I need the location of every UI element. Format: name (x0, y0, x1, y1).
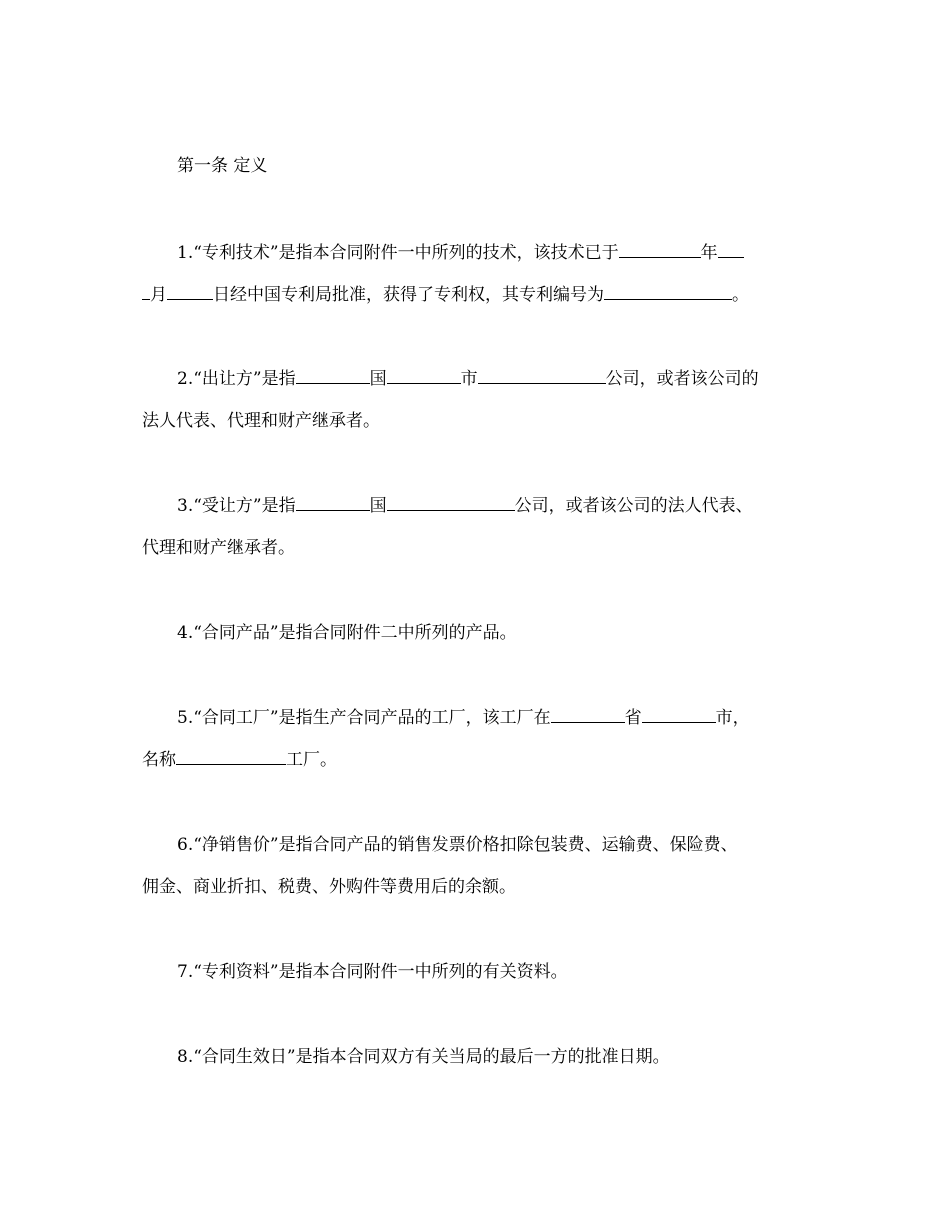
clause-3-line-2 (142, 536, 295, 560)
clause-3-text: 3.“受让方”是指 (177, 496, 296, 516)
clause-1-text: 日经中国专利局批准，获得了专利权，其专利编号为 (213, 285, 604, 305)
clause-8-text: 8.“合同生效日”是指本合同双方有关当局的最后一方的批准日期。 (177, 1047, 670, 1067)
clause-1-text: 年 (700, 243, 718, 263)
clause-5-text: 省 (624, 708, 642, 728)
blank-field (296, 367, 370, 384)
clause-2-text: 国 (369, 369, 387, 389)
clause-7-text: 7.“专利资料”是指本合同附件一中所列的有关资料。 (177, 962, 568, 982)
blank-field (142, 283, 150, 300)
clause-5-line-2 (142, 748, 337, 772)
clause-8-line-1 (177, 1045, 670, 1069)
article-title-text: 第一条 定义 (177, 156, 268, 176)
clause-6-text: 佣金、商业折扣、税费、外购件等费用后的余额。 (142, 877, 516, 897)
clause-1-text: 。 (732, 285, 749, 305)
clause-3-line-1 (177, 494, 753, 518)
clause-6-line-2 (142, 875, 516, 899)
clause-2-line-1 (177, 367, 759, 391)
clause-5-line-1 (177, 706, 750, 730)
clause-4-line-1 (177, 621, 517, 645)
clause-4-text: 4.“合同产品”是指合同附件二中所列的产品。 (177, 623, 517, 643)
blank-field (176, 748, 286, 765)
clause-5-text: 工厂。 (286, 750, 337, 770)
clause-5-text: 市， (715, 708, 750, 728)
clause-1-text: 1.“专利技术”是指本合同附件一中所列的技术，该技术已于 (177, 243, 619, 263)
clause-2-line-2 (142, 409, 380, 433)
blank-field (387, 494, 515, 511)
clause-2-text: 法人代表、代理和财产继承者。 (142, 411, 380, 431)
blank-field (718, 241, 744, 258)
blank-field (387, 367, 461, 384)
blank-field (604, 283, 732, 300)
blank-field (478, 367, 606, 384)
blank-field (619, 241, 701, 258)
clause-2-text: 2.“出让方”是指 (177, 369, 296, 389)
blank-field (551, 706, 625, 723)
clause-2-text: 公司，或者该公司的 (605, 369, 759, 389)
blank-field (642, 706, 716, 723)
blank-field (167, 283, 213, 300)
clause-6-text: 6.“净销售价”是指合同产品的销售发票价格扣除包装费、运输费、保险费、 (177, 835, 738, 855)
clause-1-line-1 (177, 241, 744, 265)
clause-7-line-1 (177, 960, 568, 984)
clause-2-text: 市 (460, 369, 478, 389)
clause-1-line-2 (142, 283, 749, 307)
clause-1-text: 月 (150, 285, 167, 305)
article-title (177, 154, 267, 178)
clause-6-line-1 (177, 833, 738, 857)
blank-field (296, 494, 370, 511)
clause-5-text: 名称 (142, 750, 176, 770)
clause-3-text: 代理和财产继承者。 (142, 538, 295, 558)
clause-5-text: 5.“合同工厂”是指生产合同产品的工厂，该工厂在 (177, 708, 551, 728)
clause-3-text: 公司，或者该公司的法人代表、 (514, 496, 753, 516)
clause-3-text: 国 (369, 496, 387, 516)
